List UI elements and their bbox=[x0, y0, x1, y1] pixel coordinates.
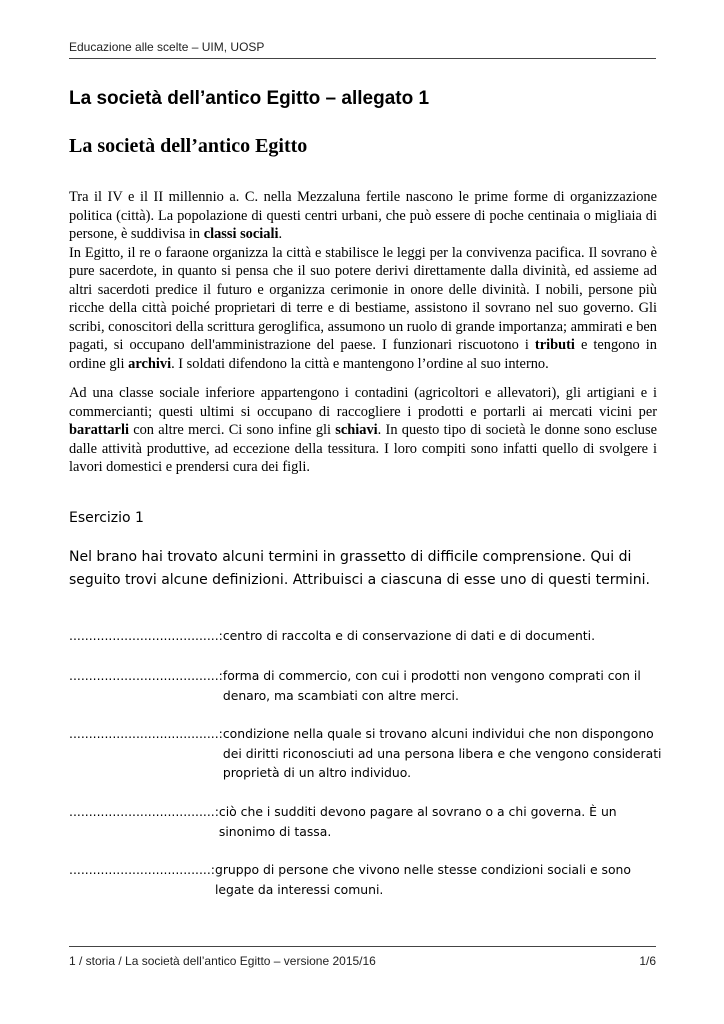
body-paragraph-1 bbox=[69, 188, 657, 373]
text-run: Ad una classe sociale inferiore appartengono i contadini (agricoltori e allevatori), gli artigiani e i commercianti; questi ultimi si occupano di raccogliere i prodotti e portarli ai mercati vicini per bbox=[69, 385, 657, 420]
definition-text: forma di commercio, con cui i prodotti non vengono comprati con il denaro, ma scambiati con altre merci. bbox=[222, 668, 641, 703]
definition-item bbox=[69, 626, 669, 646]
text-run: . bbox=[278, 226, 283, 242]
definition-item bbox=[69, 666, 669, 705]
footer-left-text: 1 / storia / La società dell’antico Egitto – versione 2015/16 bbox=[69, 954, 376, 968]
bold-term-schiavi: schiavi bbox=[335, 422, 378, 438]
definition-text: condizione nella quale si trovano alcuni individui che non dispongono dei diritti riconosciuti ad una persona libera e che vengono considerati proprietà di un altro individuo. bbox=[222, 726, 662, 780]
document-title: La società dell’antico Egitto – allegato 1 bbox=[69, 88, 430, 109]
text-run: . I soldati difendono la città e mantengono l’ordine al suo interno. bbox=[171, 355, 549, 372]
section-title: La società dell’antico Egitto bbox=[69, 135, 308, 157]
definition-item bbox=[69, 802, 669, 841]
body-paragraph-2 bbox=[69, 384, 657, 477]
header-text: Educazione alle scelte – UIM, UOSP bbox=[69, 40, 265, 54]
text-run: Tra il IV e il II millennio a. C. nella Mezzaluna fertile nascono le prime forme di organizzazione politica (città). La popolazione di questi centri urbani, che può essere di poche centinaia o migliaia di persone, è suddivisa in bbox=[69, 189, 657, 242]
text-run: con altre merci. Ci sono infine gli bbox=[128, 422, 336, 438]
bold-term-classi-sociali: classi sociali bbox=[203, 226, 279, 242]
exercise-title: Esercizio 1 bbox=[69, 510, 144, 526]
answer-blank[interactable]: ......................................: bbox=[69, 726, 223, 741]
definition-text: ciò che i sudditi devono pagare al sovrano o a chi governa. È un sinonimo di tassa. bbox=[218, 804, 617, 839]
answer-blank[interactable]: ....................................: bbox=[69, 862, 215, 877]
text-run: In Egitto, il re o faraone organizza la città e stabilisce le leggi per la convivenza pacifica. Il sovrano è pure sacerdote, in quanto si pensa che il suo potere derivi direttamente dalla divinità, ed assieme ad altri sacerdoti predice il futuro e organizza cerimonie in onore delle divinità. I nobili, persone più ricche della città poiché proprietari di terre e di bestiame, assistono il sovrano nel suo governo. Gli scribi, conoscitori della scrittura geroglifica, assumono un ruolo di grande importanza; ammirati e ben pagati, si occupano dell'amministrazione del paese. I funzionari riscuotono i bbox=[69, 244, 657, 353]
page-number: 1/6 bbox=[639, 954, 656, 968]
definition-text: centro di raccolta e di conservazione di dati e di documenti. bbox=[222, 628, 596, 643]
exercise-instructions: Nel brano hai trovato alcuni termini in grassetto di difficile comprensione. Qui di seguito trovi alcune definizioni. Attribuisci a ciascuna di esse uno di questi termini. bbox=[69, 549, 650, 588]
text-run: . In questo tipo di società le donne sono escluse dalle attività produttive, ad eccezione della tessitura. I loro compiti sono infatti quello di svolgere i lavori domestici e prendersi cura dei figli. bbox=[69, 422, 657, 475]
paragraph-classi-inferiori bbox=[69, 384, 657, 477]
definition-item bbox=[69, 724, 669, 783]
paragraph-intro bbox=[69, 188, 657, 244]
answer-blank[interactable]: ......................................: bbox=[69, 628, 223, 643]
bold-term-tributi: tributi bbox=[534, 337, 575, 353]
text-run: e tengono in ordine gli bbox=[69, 337, 657, 372]
page-header bbox=[69, 40, 656, 59]
definition-item bbox=[69, 860, 669, 899]
bold-term-archivi: archivi bbox=[128, 355, 172, 372]
definition-text: gruppo di persone che vivono nelle stesse condizioni sociali e sono legate da interessi comuni. bbox=[214, 862, 631, 897]
paragraph-egitto bbox=[69, 244, 657, 374]
answer-blank[interactable]: .....................................: bbox=[69, 804, 219, 819]
bold-term-barattarli: barattarli bbox=[69, 422, 129, 438]
answer-blank[interactable]: ......................................: bbox=[69, 668, 223, 683]
page-footer bbox=[69, 946, 656, 968]
